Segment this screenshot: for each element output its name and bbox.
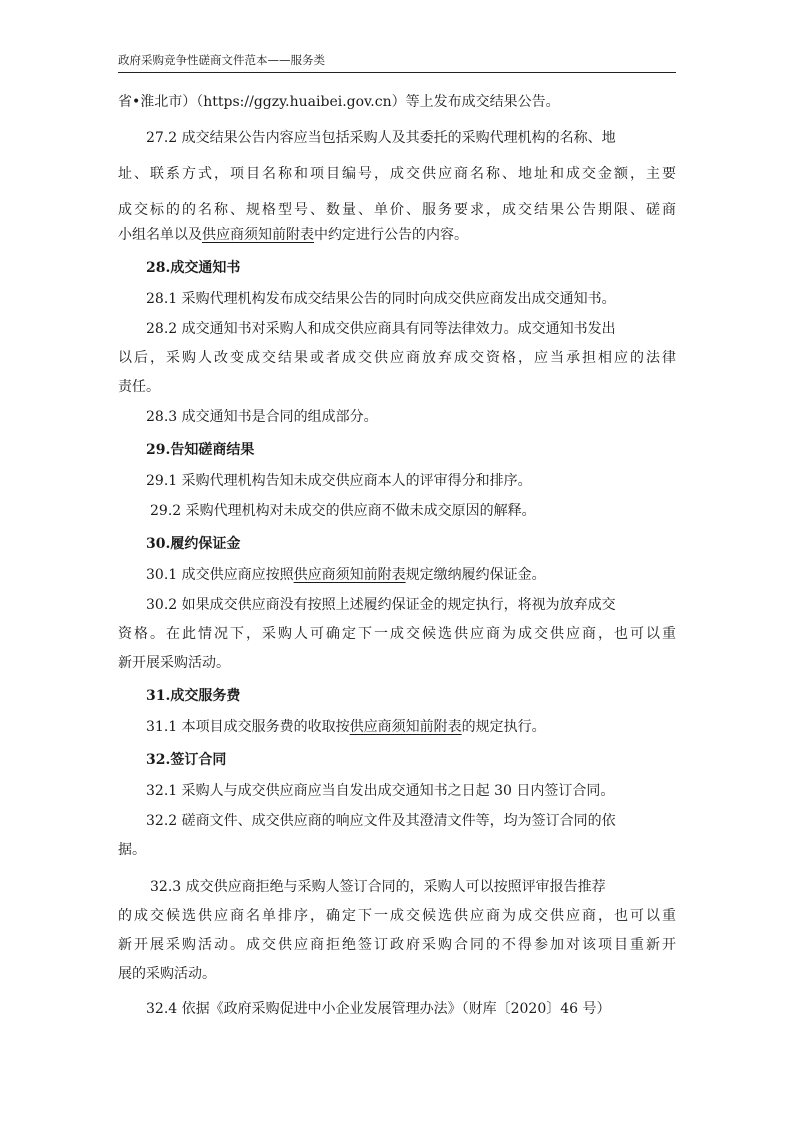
- text-run: 30.1 成交供应商应按照: [146, 567, 294, 583]
- text-run: 规定缴纳履约保证金。: [405, 567, 546, 583]
- text-run: 小组名单以及: [118, 227, 202, 243]
- paragraph-line: 新开展采购活动。: [118, 655, 230, 671]
- paragraph-line: 省•淮北市）（https://ggzy.huaibei.gov.cn）等上发布成交结果公告。: [118, 94, 560, 110]
- reference-link: 供应商须知前附表: [349, 719, 462, 735]
- paragraph-line: 据。: [118, 842, 146, 858]
- paragraph-line: 29.1 采购代理机构告知未成交供应商本人的评审得分和排序。: [146, 473, 532, 489]
- paragraph-line: 29.2 采购代理机构对未成交的供应商不做未成交原因的解释。: [150, 503, 536, 519]
- paragraph-line: 27.2 成交结果公告内容应当包括采购人及其委托的采购代理机构的名称、地: [146, 130, 616, 146]
- reference-link: 供应商须知前附表: [202, 227, 314, 243]
- paragraph-line: 32.4 依据《政府采购促进中小企业发展管理办法》（财库〔2020〕46 号）: [146, 1001, 611, 1017]
- page-header: 政府采购竞争性磋商文件范本——服务类: [118, 53, 325, 67]
- text-run: 的规定执行。: [461, 719, 546, 735]
- paragraph-line: 责任。: [118, 379, 160, 395]
- paragraph-line: 展的采购活动。: [118, 966, 216, 982]
- paragraph-line: 32.3 成交供应商拒绝与采购人签订合同的，采购人可以按照评审报告推荐: [150, 879, 606, 895]
- section-heading: 31.成交服务费: [146, 688, 241, 704]
- text-run: 31.1 本项目成交服务费的收取按: [146, 719, 350, 735]
- paragraph-line: 28.2 成交通知书对采购人和成交供应商具有同等法律效力。成交通知书发出: [146, 321, 616, 337]
- paragraph-line: [146, 565, 546, 585]
- section-heading: 29.告知磋商结果: [146, 442, 255, 458]
- paragraph-line: 址、联系方式，项目名称和项目编号，成交供应商名称、地址和成交金额，主要: [118, 166, 676, 182]
- section-heading: 30.履约保证金: [146, 536, 241, 552]
- paragraph-line: 新开展采购活动。成交供应商拒绝签订政府采购合同的不得参加对该项目重新开: [118, 937, 676, 953]
- paragraph-line: 以后，采购人改变成交结果或者成交供应商放弃成交资格，应当承担相应的法律: [118, 350, 676, 366]
- header-divider: [118, 72, 676, 73]
- paragraph-line: 28.3 成交通知书是合同的组成部分。: [146, 409, 378, 425]
- text-run: 中约定进行公告的内容。: [314, 227, 468, 243]
- paragraph-line: [146, 717, 546, 737]
- paragraph-line: 30.2 如果成交供应商没有按照上述履约保证金的规定执行，将视为放弃成交: [146, 597, 616, 613]
- paragraph-line: 的成交候选供应商名单排序，确定下一成交候选供应商为成交供应商，也可以重: [118, 908, 676, 924]
- paragraph-line: 32.1 采购人与成交供应商应当自发出成交通知书之日起 30 日内签订合同。: [146, 783, 615, 799]
- paragraph-line: 资格。在此情况下，采购人可确定下一成交候选供应商为成交供应商，也可以重: [118, 626, 676, 642]
- paragraph-line: 成交标的的名称、规格型号、数量、单价、服务要求，成交结果公告期限、磋商: [118, 202, 676, 218]
- paragraph-line: [118, 225, 468, 245]
- paragraph-line: 32.2 磋商文件、成交供应商的响应文件及其澄清文件等，均为签订合同的依: [146, 813, 616, 829]
- reference-link: 供应商须知前附表: [293, 567, 406, 583]
- section-heading: 32.签订合同: [146, 752, 227, 768]
- paragraph-line: 28.1 采购代理机构发布成交结果公告的同时向成交供应商发出成交通知书。: [146, 291, 616, 307]
- section-heading: 28.成交通知书: [146, 260, 241, 276]
